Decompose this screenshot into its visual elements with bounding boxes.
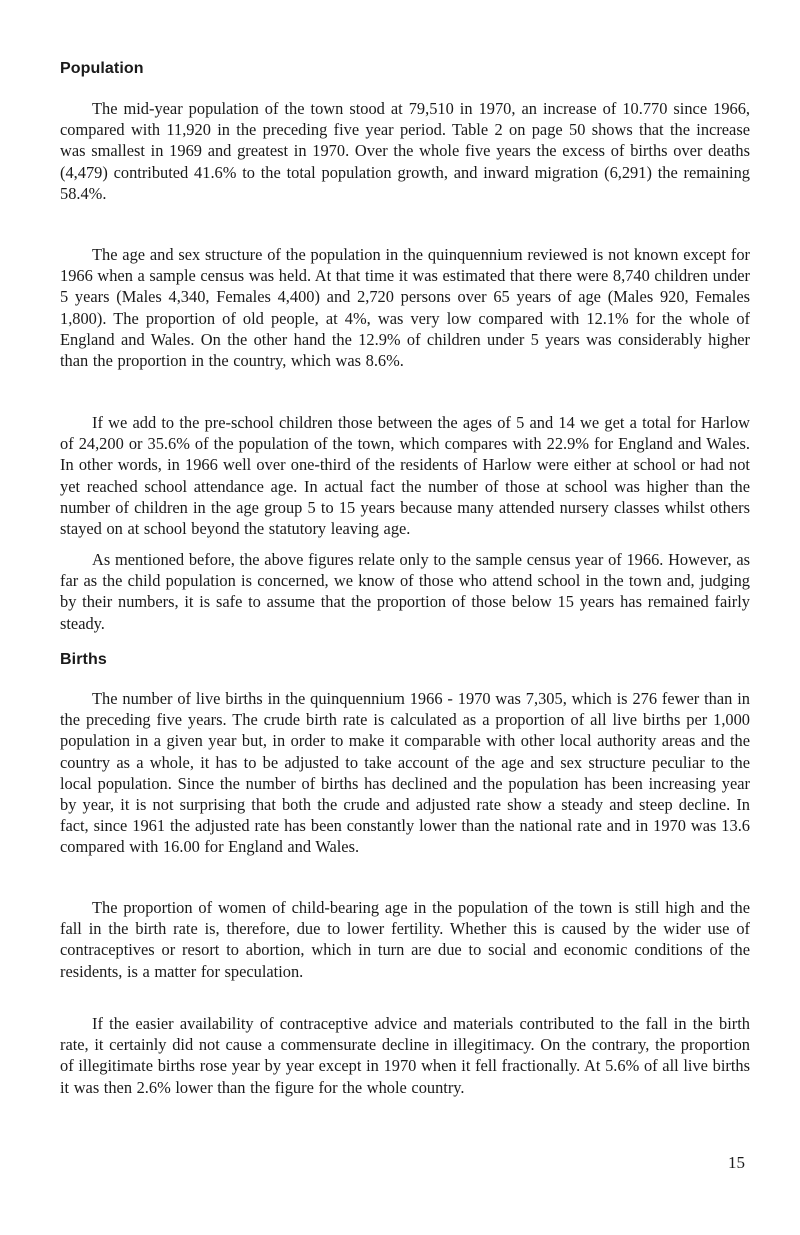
population-paragraph-2: The age and sex structure of the population in the quinquennium reviewed is not known except for 1966 when a sample census was held. At that time it was estimated that there were 8,740 children under 5 years (Males 4,340, Females 4,400) and 2,720 persons over 65 years of age (Males 920, Females 1,800). The proportion of old people, at 4%, was very low compared with 12.1% for the whole of England and Wales. On the other hand the 12.9% of children under 5 years was considerably higher than the proportion in the country, which was 8.6%. <box>60 245 750 371</box>
births-paragraph-2: The proportion of women of child-bearing age in the population of the town is still high and the fall in the birth rate is, therefore, due to lower fertility. Whether this is caused by the wider use of contraceptives or resort to abortion, which in turn are due to social and economic conditions of the residents, is a matter for speculation. <box>60 898 750 981</box>
births-paragraph-3: If the easier availability of contraceptive advice and materials contributed to the fall in the birth rate, it certainly did not cause a commensurate decline in illegitimacy. On the contrary, the proportion of illegitimate births rose year by year except in 1970 when it fell fractionally. At 5.6% of all live births it was then 2.6% lower than the figure for the whole country. <box>60 1014 750 1097</box>
population-paragraph-1: The mid-year population of the town stood at 79,510 in 1970, an increase of 10.770 since 1966, compared with 11,920 in the preceding five year period. Table 2 on page 50 shows that the increase was smallest in 1969 and greatest in 1970. Over the whole five years the excess of births over deaths (4,479) contributed 41.6% to the total population growth, and inward migration (6,291) the remaining 58.4%. <box>60 99 750 203</box>
population-paragraph-3: If we add to the pre-school children those between the ages of 5 and 14 we get a total for Harlow of 24,200 or 35.6% of the population of the town, which compares with 22.9% for England and Wales. In other words, in 1966 well over one-third of the residents of Harlow were either at school or had not yet reached school attendance age. In actual fact the number of those at school was higher than the number of children in the age group 5 to 15 years because many attended nursery classes whilst others stayed on at school beyond the statutory leaving age. <box>60 413 750 539</box>
population-heading: Population <box>60 60 144 77</box>
births-paragraph-1: The number of live births in the quinquennium 1966 - 1970 was 7,305, which is 276 fewer than in the preceding five years. The crude birth rate is calculated as a proportion of all live births per 1,000 population in a given year but, in order to make it comparable with other local authority areas and the country as a whole, it has to be adjusted to take account of the age and sex structure peculiar to the local population. Since the number of births has declined and the population has been increasing year by year, it is not surprising that both the crude and adjusted rate show a steady and steep decline. In fact, since 1961 the adjusted rate has been constantly lower than the national rate and in 1970 was 13.6 compared with 16.00 for England and Wales. <box>60 689 750 857</box>
births-heading: Births <box>60 651 107 668</box>
population-paragraph-4: As mentioned before, the above figures relate only to the sample census year of 1966. However, as far as the child population is concerned, we know of those who attend school in the town and, judging by their numbers, it is safe to assume that the proportion of those below 15 years has remained fairly steady. <box>60 550 750 633</box>
page-number: 15 <box>728 1153 745 1172</box>
